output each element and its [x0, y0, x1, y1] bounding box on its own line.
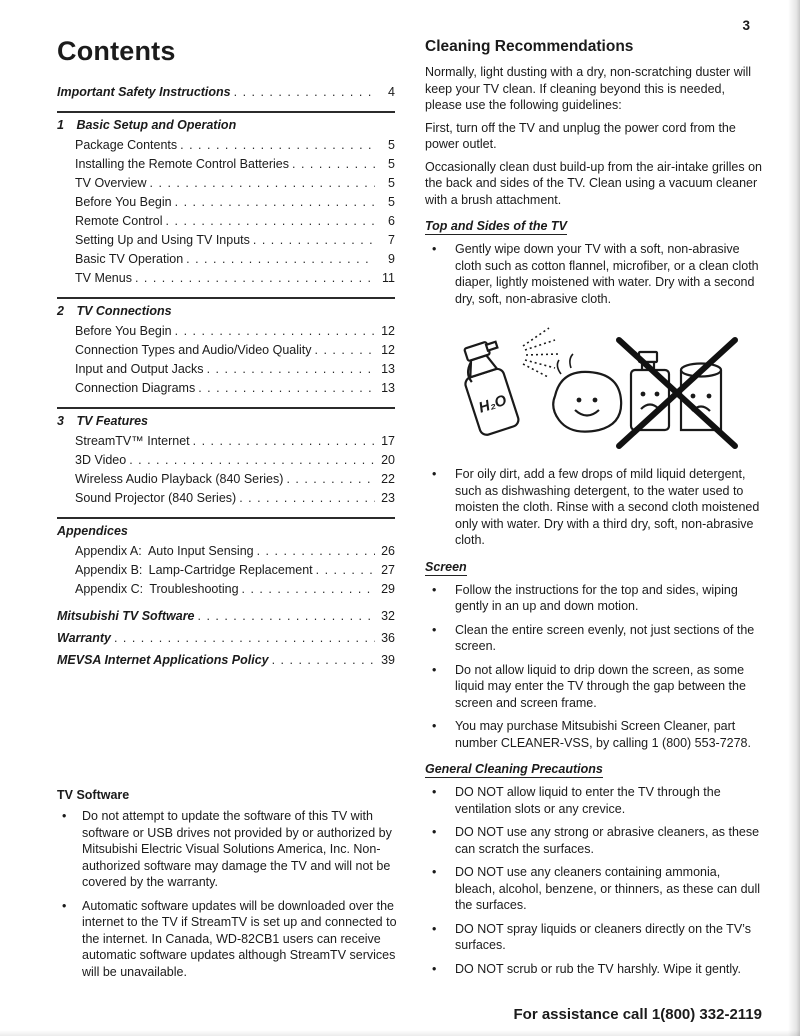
bullet-item: • Gently wipe down your TV with a soft, non-abrasive cloth such as cotton flannel, microfiber, or a clean cloth diaper, lightly moistened with water. Dry with a second dry, soft, non-abrasive cloth.: [425, 241, 762, 307]
toc-entry: [75, 322, 395, 341]
toc-entry: [75, 193, 395, 212]
toc-entry-label: Connection Diagrams: [75, 381, 196, 395]
toc-entry-label: Appendix A: Auto Input Sensing: [75, 544, 254, 558]
toc-entry-list: [57, 136, 395, 288]
bullet-item: • Automatic software updates will be downloaded over the internet to the TV if StreamTV is set up and connected to the internet. In Canada, WD-82CB1 users can receive automatic software updates although StreamTV services will be unavailable.: [57, 898, 403, 981]
toc-entry: [75, 212, 395, 231]
cleaning-recommendations-column: [425, 38, 762, 984]
toc-entry-label: StreamTV™ Internet: [75, 434, 190, 448]
toc-section-appendices: [57, 517, 395, 599]
bullet-item: • You may purchase Mitsubishi Screen Cleaner, part number CLEANER-VSS, by calling 1 (800) 553-7278.: [425, 718, 762, 751]
toc-entry-page: 5: [388, 157, 395, 171]
dot-leader: [114, 629, 375, 648]
table-of-contents: [57, 36, 395, 670]
assistance-footer: For assistance call 1(800) 332-2119: [513, 1006, 762, 1023]
top-sides-heading: Top and Sides of the TV: [425, 219, 567, 233]
cleaning-illustration: [443, 314, 739, 456]
toc-entry: [75, 136, 395, 155]
bullet-item: • DO NOT use any cleaners containing ammonia, bleach, alcohol, benzene, or thinners, as these can dull the surfaces.: [425, 864, 762, 914]
top-sides-bullet-list: [425, 466, 762, 549]
toc-entry-label: MEVSA Internet Applications Policy: [57, 653, 269, 667]
toc-section-heading: 2 TV Connections: [57, 304, 172, 318]
dot-leader: [292, 155, 375, 174]
bullet-item: • DO NOT scrub or rub the TV harshly. Wipe it gently.: [425, 961, 762, 978]
toc-entry-label: Before You Begin: [75, 324, 172, 338]
toc-section-basic-setup: [57, 111, 395, 288]
toc-entry: [57, 607, 395, 626]
toc-entry-list: [57, 542, 395, 599]
toc-entry-page: 20: [381, 453, 395, 467]
dot-leader: [186, 250, 375, 269]
toc-entry-page: 29: [381, 582, 395, 596]
dot-leader: [175, 193, 375, 212]
toc-entry-page: 4: [388, 85, 395, 99]
toc-entry: [57, 629, 395, 648]
sub-heading-wrap: [425, 760, 762, 778]
dot-leader: [129, 451, 375, 470]
dot-leader: [239, 489, 375, 508]
toc-entry-page: 5: [388, 138, 395, 152]
toc-entry-list: [57, 322, 395, 398]
dot-leader: [166, 212, 375, 231]
toc-entry-page: 5: [388, 195, 395, 209]
precautions-heading: General Cleaning Precautions: [425, 762, 603, 776]
contents-title: Contents: [57, 36, 176, 66]
toc-entry-page: 17: [381, 434, 395, 448]
toc-entry: [75, 231, 395, 250]
toc-entry: [75, 451, 395, 470]
toc-entry-label: Appendix B: Lamp-Cartridge Replacement: [75, 563, 313, 577]
toc-closing-entries: [57, 607, 395, 670]
page-number: 3: [742, 18, 750, 33]
tv-software-heading: TV Software: [57, 788, 130, 802]
cloth-smiley-icon: [553, 354, 621, 432]
toc-entry: [75, 269, 395, 288]
cleaning-paragraph: First, turn off the TV and unplug the power cord from the power outlet.: [425, 120, 736, 151]
cleaning-title: Cleaning Recommendations: [425, 38, 634, 55]
toc-entry-page: 11: [382, 271, 395, 285]
dot-leader: [175, 322, 375, 341]
dot-leader: [286, 470, 375, 489]
bullet-item: • Do not allow liquid to drip down the screen, as some liquid may enter the TV through the gap between the screen and screen frame.: [425, 662, 762, 712]
bullet-item: • For oily dirt, add a few drops of mild liquid detergent, such as dishwashing detergent, to the water used to moisten the cloth. Rinse with a second cloth moistened only with water. Dry with a third dry, soft, non-abrasive cloth.: [425, 466, 762, 549]
tv-software-bullet-list: [57, 808, 403, 980]
dot-leader: [207, 360, 375, 379]
toc-entry-label: Connection Types and Audio/Video Quality: [75, 343, 312, 357]
toc-entry: [75, 489, 395, 508]
toc-entry-page: 39: [381, 653, 395, 667]
toc-entry-page: 6: [388, 214, 395, 228]
toc-entry-label: Setting Up and Using TV Inputs: [75, 233, 250, 247]
toc-section-heading: Appendices: [57, 524, 128, 538]
tv-software-section: [57, 788, 403, 987]
toc-entry-label: TV Overview: [75, 176, 147, 190]
section-general-precautions: [425, 760, 762, 977]
toc-entry-page: 5: [388, 176, 395, 190]
toc-entry-page: 12: [381, 343, 395, 357]
toc-entry: [75, 470, 395, 489]
dot-leader: [234, 83, 375, 102]
toc-section-heading: 1 Basic Setup and Operation: [57, 118, 237, 132]
toc-entry-page: 32: [381, 609, 395, 623]
toc-entry-page: 7: [388, 233, 395, 247]
toc-entry-label: Warranty: [57, 631, 111, 645]
toc-entry-label: Package Contents: [75, 138, 178, 152]
dot-leader: [198, 379, 375, 398]
toc-entry-label: Basic TV Operation: [75, 252, 184, 266]
toc-entry-label: Input and Output Jacks: [75, 362, 204, 376]
toc-entry-label: Installing the Remote Control Batteries: [75, 157, 289, 171]
toc-entry-label: Important Safety Instructions: [57, 85, 231, 99]
toc-entry: [75, 542, 395, 561]
toc-entry: [75, 379, 395, 398]
sub-heading-wrap: [425, 558, 762, 576]
dot-leader: [180, 136, 375, 155]
section-top-and-sides: [425, 217, 762, 549]
precautions-bullet-list: [425, 784, 762, 977]
toc-entry-label: Appendix C: Troubleshooting: [75, 582, 239, 596]
toc-entry: [75, 250, 395, 269]
bullet-item: • DO NOT spray liquids or cleaners directly on the TV’s surfaces.: [425, 921, 762, 954]
toc-entry-label: Sound Projector (840 Series): [75, 491, 237, 505]
spray-mist-icon: [523, 328, 558, 377]
screen-bullet-list: [425, 582, 762, 752]
dot-leader: [272, 651, 375, 670]
spray-bottle-label: H₂O: [476, 391, 509, 417]
bullet-item: • DO NOT use any strong or abrasive cleaners, as these can scratch the surfaces.: [425, 824, 762, 857]
toc-entry-page: 26: [381, 544, 395, 558]
toc-entry: [75, 580, 395, 599]
toc-entry-label: TV Menus: [75, 271, 132, 285]
top-sides-bullet-list: [425, 241, 762, 307]
cleaning-paragraph: Occasionally clean dust build-up from the air-intake grilles on the back and sides of the TV. Clean using a vacuum cleaner with a brush attachment.: [425, 159, 762, 207]
toc-entry-label: Wireless Audio Playback (840 Series): [75, 472, 284, 486]
screen-heading: Screen: [425, 559, 467, 574]
toc-section-heading: 3 TV Features: [57, 414, 149, 428]
toc-entry: [75, 174, 395, 193]
toc-entry: [75, 432, 395, 451]
dot-leader: [253, 231, 375, 250]
toc-entry: [75, 561, 395, 580]
dot-leader: [242, 580, 375, 599]
toc-entry-page: 27: [381, 563, 395, 577]
toc-entry-label: Remote Control: [75, 214, 163, 228]
dot-leader: [193, 432, 375, 451]
bullet-item: • Clean the entire screen evenly, not just sections of the screen.: [425, 622, 762, 655]
toc-entry-page: 13: [381, 381, 395, 395]
toc-entry-page: 36: [381, 631, 395, 645]
sub-heading-wrap: [425, 217, 762, 235]
toc-entry-page: 22: [381, 472, 395, 486]
toc-entry-label: Mitsubishi TV Software: [57, 609, 195, 623]
toc-entry: [57, 83, 395, 102]
dot-leader: [198, 607, 375, 626]
dot-leader: [135, 269, 375, 288]
dot-leader: [316, 561, 375, 580]
bullet-item: • DO NOT allow liquid to enter the TV through the ventilation slots or any crevice.: [425, 784, 762, 817]
toc-entry-label: Before You Begin: [75, 195, 172, 209]
cleaning-paragraph: Normally, light dusting with a dry, non-scratching duster will keep your TV clean. If cleaning beyond this is needed, please use the following guidelines:: [425, 65, 752, 112]
toc-entry: [75, 341, 395, 360]
toc-entry: [75, 360, 395, 379]
toc-entry-page: 23: [381, 491, 395, 505]
dot-leader: [315, 341, 375, 360]
dot-leader: [150, 174, 375, 193]
spray-bottle-icon: [455, 339, 522, 437]
toc-entry: [57, 651, 395, 670]
bullet-item: • Follow the instructions for the top and sides, wiping gently in an up and down motion.: [425, 582, 762, 615]
bullet-item: • Do not attempt to update the software of this TV with software or USB drives not provided by or authorized by Mitsubishi Electric Visual Solutions America, Inc. Non-authorized software may damage the TV and will not be covered by the warranty.: [57, 808, 403, 891]
dot-leader: [257, 542, 375, 561]
toc-entry-label: 3D Video: [75, 453, 127, 467]
toc-entry-page: 12: [381, 324, 395, 338]
toc-section-tv-features: [57, 407, 395, 508]
toc-entry-list: [57, 432, 395, 508]
toc-section-tv-connections: [57, 297, 395, 398]
toc-entry-page: 9: [388, 252, 395, 266]
toc-entry: [75, 155, 395, 174]
section-screen: [425, 558, 762, 752]
toc-entry-page: 13: [381, 362, 395, 376]
